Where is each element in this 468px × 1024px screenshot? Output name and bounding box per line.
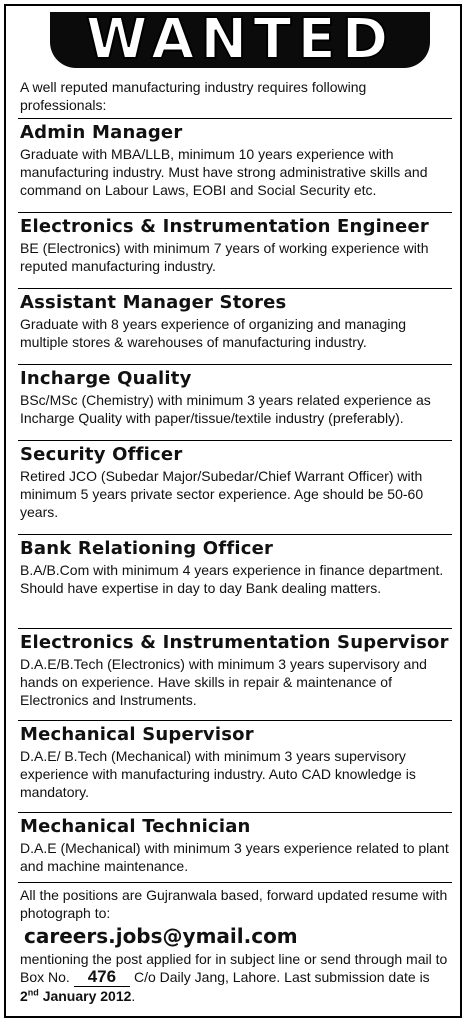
job-title: Mechanical Technician [20,816,251,837]
job-title: Mechanical Supervisor [20,724,254,745]
instructions-text: All the positions are Gujranwala based, forward updated resume with photograph to: [20,887,448,921]
job-electronics-engineer [18,216,452,275]
job-title: Electronics & Instrumentation Engineer [20,216,429,237]
job-description: Graduate with 8 years experience of organizing and managing multiple stores & warehouses of manufacturing industry. [20,316,407,350]
banner-title: WANTED [85,7,395,72]
divider [18,364,452,365]
divider [18,628,452,629]
newspaper-text: C/o Daily Jang, Lahore. Last submission date is [133,969,430,985]
divider [18,212,452,213]
job-incharge-quality [18,368,452,427]
submission-details [20,950,452,1005]
job-title: Assistant Manager Stores [20,292,287,313]
job-description: D.A.E (Mechanical) with minimum 3 years experience related to plant and machine maintenance. [20,840,449,874]
divider [18,288,452,289]
divider [18,534,452,535]
job-security-officer [18,444,452,521]
job-bank-relationing-officer [18,538,452,597]
job-description: Retired JCO (Subedar Major/Subedar/Chief Warrant Officer) with minimum 5 years private sector experience. Age should be 50-60 years. [20,468,424,520]
job-title: Admin Manager [20,122,183,143]
job-title: Bank Relationing Officer [20,538,274,559]
divider [18,118,452,119]
job-description: BE (Electronics) with minimum 7 years of working experience with reputed manufacturing industry. [20,240,429,274]
job-mechanical-technician [18,816,452,875]
divider [18,882,452,883]
deadline-suffix: nd [27,987,39,998]
deadline-day: 2 [20,988,28,1004]
job-electronics-supervisor [18,632,452,709]
subject-note: mentioning the post applied for in subject line or send through mail to Box No. [20,951,448,985]
divider [18,720,452,721]
job-advertisement [4,4,462,1018]
application-instructions [18,886,452,1005]
job-title: Incharge Quality [20,368,192,389]
job-mechanical-supervisor [18,724,452,801]
divider [18,440,452,441]
job-description: D.A.E/B.Tech (Electronics) with minimum 3 years supervisory and hands on experience. Have skills in repair & maintenance of Electronics and Instruments. [20,656,427,708]
job-admin-manager [18,122,452,199]
deadline-date [20,988,131,1004]
box-number: 476 [74,968,130,987]
intro-text: A well reputed manufacturing industry requires following professionals: [20,79,367,113]
job-title: Security Officer [20,444,183,465]
wanted-banner [50,7,430,72]
job-assistant-manager-stores [18,292,452,351]
deadline-rest: January 2012 [42,988,132,1004]
job-description: Graduate with MBA/LLB, minimum 10 years experience with manufacturing industry. Must have strong administrative skills and command on Labour Laws, EOBI and Social Security etc. [20,146,428,198]
job-description: B.A/B.Com with minimum 4 years experience in finance department. Should have expertise in day to day Bank dealing matters. [20,562,444,596]
job-description: D.A.E/ B.Tech (Mechanical) with minimum 3 years supervisory experience with manufacturing industry. Auto CAD knowledge is mandatory. [20,748,416,800]
job-description: BSc/MSc (Chemistry) with minimum 3 years related experience as Incharge Quality with paper/tissue/textile industry (preferably). [20,392,431,426]
contact-email[interactable]: careers.jobs@ymail.com [24,924,298,948]
end-punct: . [131,988,136,1004]
job-title: Electronics & Instrumentation Supervisor [20,632,449,653]
divider [18,812,452,813]
